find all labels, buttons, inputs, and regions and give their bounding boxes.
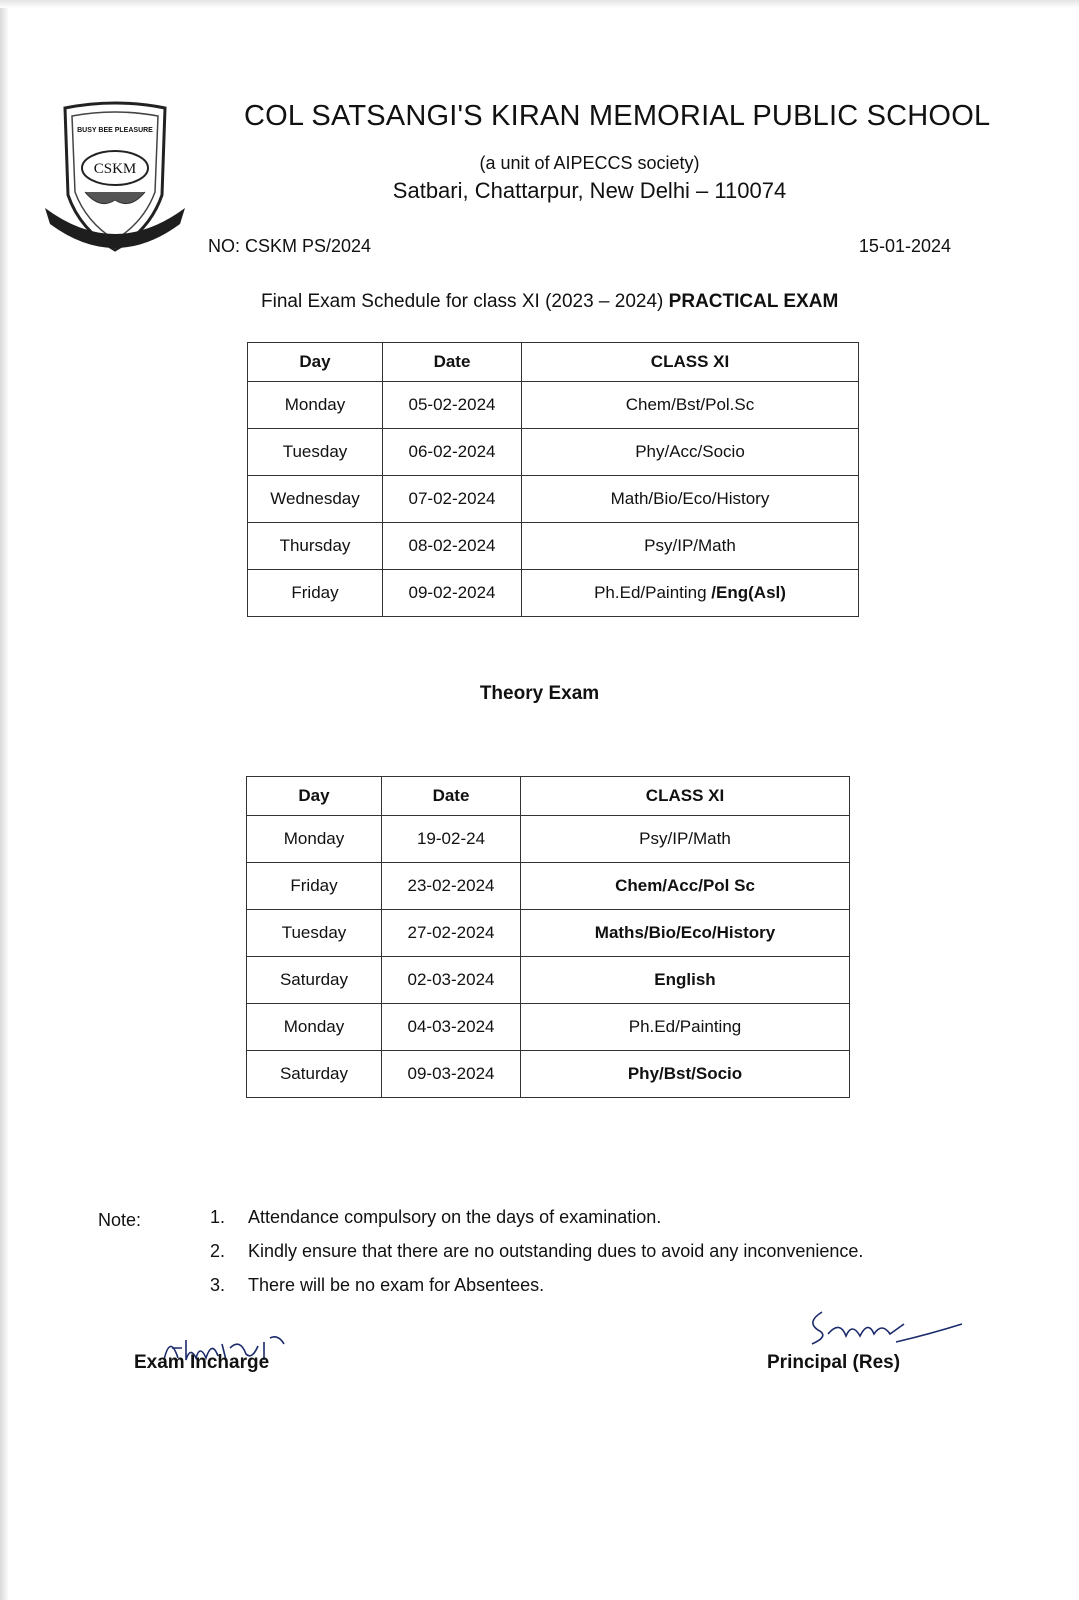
title-exam-type: PRACTICAL EXAM (668, 291, 839, 312)
notes-list (210, 1207, 863, 1309)
note-text: There will be no exam for Absentees. (248, 1275, 545, 1295)
practical-schedule-title (261, 291, 838, 313)
note-number: 1. (210, 1207, 226, 1227)
cell-date: 04-03-2024 (382, 1004, 521, 1051)
table-row (247, 1051, 850, 1098)
principal-title: Principal (Res) (767, 1352, 901, 1373)
school-name: COL SATSANGI'S KIRAN MEMORIAL PUBLIC SCHOOL (244, 100, 991, 132)
reference-number: NO: CSKM PS/2024 (208, 236, 372, 256)
table-row (247, 863, 850, 910)
subjects-regular: Ph.Ed/Painting (594, 583, 712, 602)
table-row (247, 910, 850, 957)
table-row (247, 1004, 850, 1051)
cell-subjects: Psy/IP/Math (522, 523, 859, 570)
cell-date: 19-02-24 (382, 816, 521, 863)
unit-line: (a unit of AIPECCS society) (479, 153, 700, 173)
cell-day: Monday (247, 1004, 382, 1051)
list-item (210, 1275, 863, 1309)
header-date: Date (382, 777, 521, 816)
table-row (248, 523, 859, 570)
principal-signature (800, 1306, 965, 1350)
cell-date: 06-02-2024 (383, 429, 522, 476)
subjects-bold: /Eng(Asl) (711, 583, 786, 602)
list-item (210, 1207, 863, 1241)
table-row (248, 476, 859, 523)
scan-shadow-left (0, 0, 8, 1600)
cell-date: 23-02-2024 (382, 863, 521, 910)
header-class: CLASS XI (521, 777, 850, 816)
cell-day: Monday (247, 816, 382, 863)
note-number: 3. (210, 1275, 226, 1295)
cell-date: 02-03-2024 (382, 957, 521, 1004)
table-row (248, 429, 859, 476)
cell-date: 09-02-2024 (383, 570, 522, 617)
theory-exam-table (246, 776, 850, 1098)
cell-day: Tuesday (248, 429, 383, 476)
cell-day: Tuesday (247, 910, 382, 957)
cell-date: 07-02-2024 (383, 476, 522, 523)
table-row (248, 570, 859, 617)
header-day: Day (248, 343, 383, 382)
cell-subjects: Maths/Bio/Eco/History (521, 910, 850, 957)
exam-incharge-title: Exam Incharge (134, 1352, 270, 1373)
note-text: Kindly ensure that there are no outstanding dues to avoid any inconvenience. (248, 1241, 864, 1261)
header-date: Date (383, 343, 522, 382)
scan-shadow-top (0, 0, 1079, 8)
note-number: 2. (210, 1241, 226, 1261)
cell-subjects (522, 570, 859, 617)
cell-day: Saturday (247, 957, 382, 1004)
cell-subjects: Math/Bio/Eco/History (522, 476, 859, 523)
cell-day: Friday (247, 863, 382, 910)
cell-date: 27-02-2024 (382, 910, 521, 957)
cell-subjects: Ph.Ed/Painting (521, 1004, 850, 1051)
header-class: CLASS XI (522, 343, 859, 382)
cell-day: Wednesday (248, 476, 383, 523)
cell-day: Friday (248, 570, 383, 617)
table-row (247, 816, 850, 863)
note-label: Note: (98, 1210, 142, 1230)
cell-date: 08-02-2024 (383, 523, 522, 570)
title-prefix: Final Exam Schedule for class XI (2023 – 2024) (261, 291, 664, 312)
header-day: Day (247, 777, 382, 816)
cell-day: Thursday (248, 523, 383, 570)
logo-monogram: CSKM (93, 161, 137, 177)
cell-subjects: Psy/IP/Math (521, 816, 850, 863)
table-header-row (247, 777, 850, 816)
table-header-row (248, 343, 859, 382)
cell-subjects: Chem/Bst/Pol.Sc (522, 382, 859, 429)
cell-subjects: Phy/Bst/Socio (521, 1051, 850, 1098)
list-item (210, 1241, 863, 1275)
document-date: 15-01-2024 (858, 236, 951, 256)
note-text: Attendance compulsory on the days of examination. (248, 1207, 662, 1227)
logo-motto: BUSY BEE PLEASURE (77, 127, 153, 134)
theory-exam-heading: Theory Exam (479, 683, 600, 704)
cell-date: 05-02-2024 (383, 382, 522, 429)
table-row (248, 382, 859, 429)
cell-subjects: Chem/Acc/Pol Sc (521, 863, 850, 910)
cell-day: Saturday (247, 1051, 382, 1098)
cell-day: Monday (248, 382, 383, 429)
cell-subjects: Phy/Acc/Socio (522, 429, 859, 476)
table-row (247, 957, 850, 1004)
cell-subjects: English (521, 957, 850, 1004)
school-address: Satbari, Chattarpur, New Delhi – 110074 (392, 178, 787, 203)
cell-date: 09-03-2024 (382, 1051, 521, 1098)
practical-exam-table (247, 342, 859, 617)
